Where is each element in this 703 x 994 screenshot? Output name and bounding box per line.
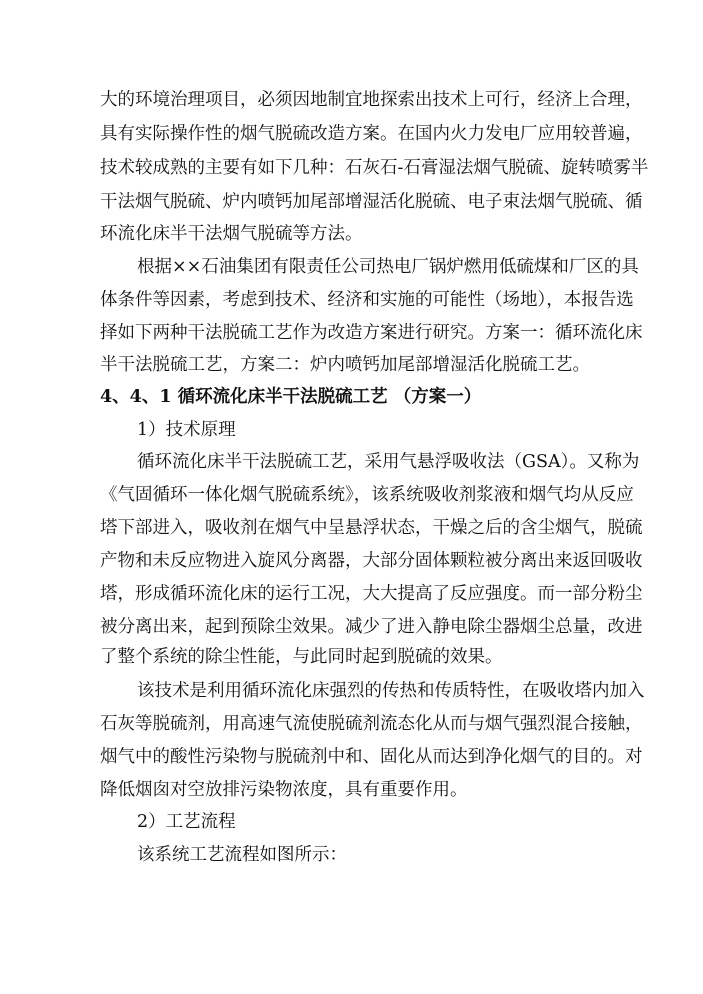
paragraph-2-line-3: 择如下两种干法脱硫工艺作为改造方案进行研究。方案一：循环流化床	[100, 323, 643, 343]
subheading-process-flow: 2）工艺流程	[137, 812, 236, 832]
paragraph-1-line-3: 技术较成熟的主要有如下几种：石灰石-石膏湿法烟气脱硫、旋转喷雾半	[100, 158, 649, 178]
paragraph-3-line-2: 《气固循环一体化烟气脱硫系统》，该系统吸收剂浆液和烟气均从反应	[100, 485, 634, 505]
paragraph-4-line-2: 石灰等脱硫剂，用高速气流使脱硫剂流态化从而与烟气强烈混合接触，	[100, 714, 643, 734]
paragraph-5: 该系统工艺流程如图所示：	[137, 845, 347, 865]
paragraph-3-line-6: 被分离出来，起到预除尘效果。减少了进入静电除尘器烟尘总量，改进	[100, 617, 643, 637]
paragraph-3-line-1: 循环流化床半干法脱硫工艺，采用气悬浮吸收法（GSA）。又称为	[137, 452, 640, 472]
paragraph-3-line-3: 塔下部进入，吸收剂在烟气中呈悬浮状态，干燥之后的含尘烟气，脱硫	[100, 518, 643, 538]
paragraph-2-line-1: 根据××石油集团有限责任公司热电厂锅炉燃用低硫煤和厂区的具	[137, 257, 639, 277]
paragraph-2-line-2: 体条件等因素，考虑到技术、经济和实施的可能性（场地），本报告选	[100, 290, 634, 310]
paragraph-3-line-4: 产物和未反应物进入旋风分离器，大部分固体颗粒被分离出来返回吸收	[100, 551, 643, 571]
paragraph-1-line-2: 具有实际操作性的烟气脱硫改造方案。在国内火力发电厂应用较普遍，	[100, 124, 643, 144]
paragraph-4-line-4: 降低烟囱对空放排污染物浓度，具有重要作用。	[100, 780, 468, 800]
paragraph-1-line-1: 大的环境治理项目，必须因地制宜地探索出技术上可行，经济上合理，	[100, 90, 643, 110]
paragraph-2-line-4: 半干法脱硫工艺，方案二：炉内喷钙加尾部增湿活化脱硫工艺。	[100, 355, 590, 375]
paragraph-4-line-3: 烟气中的酸性污染物与脱硫剂中和、固化从而达到净化烟气的目的。对	[100, 747, 643, 767]
section-heading: 4、4、1 循环流化床半干法脱硫工艺 （方案一）	[100, 387, 482, 407]
paragraph-3-line-7: 了整个系统的除尘性能，与此同时起到脱硫的效果。	[100, 647, 503, 667]
paragraph-4-line-1: 该技术是利用循环流化床强烈的传热和传质特性，在吸收塔内加入	[137, 681, 645, 701]
paragraph-1-line-4: 干法烟气脱硫、炉内喷钙加尾部增湿活化脱硫、电子束法烟气脱硫、循	[100, 192, 643, 212]
paragraph-1-line-5: 环流化床半干法烟气脱硫等方法。	[100, 224, 363, 244]
subheading-technical-principle: 1）技术原理	[137, 420, 236, 440]
paragraph-3-line-5: 塔，形成循环流化床的运行工况，大大提高了反应强度。而一部分粉尘	[100, 584, 643, 604]
